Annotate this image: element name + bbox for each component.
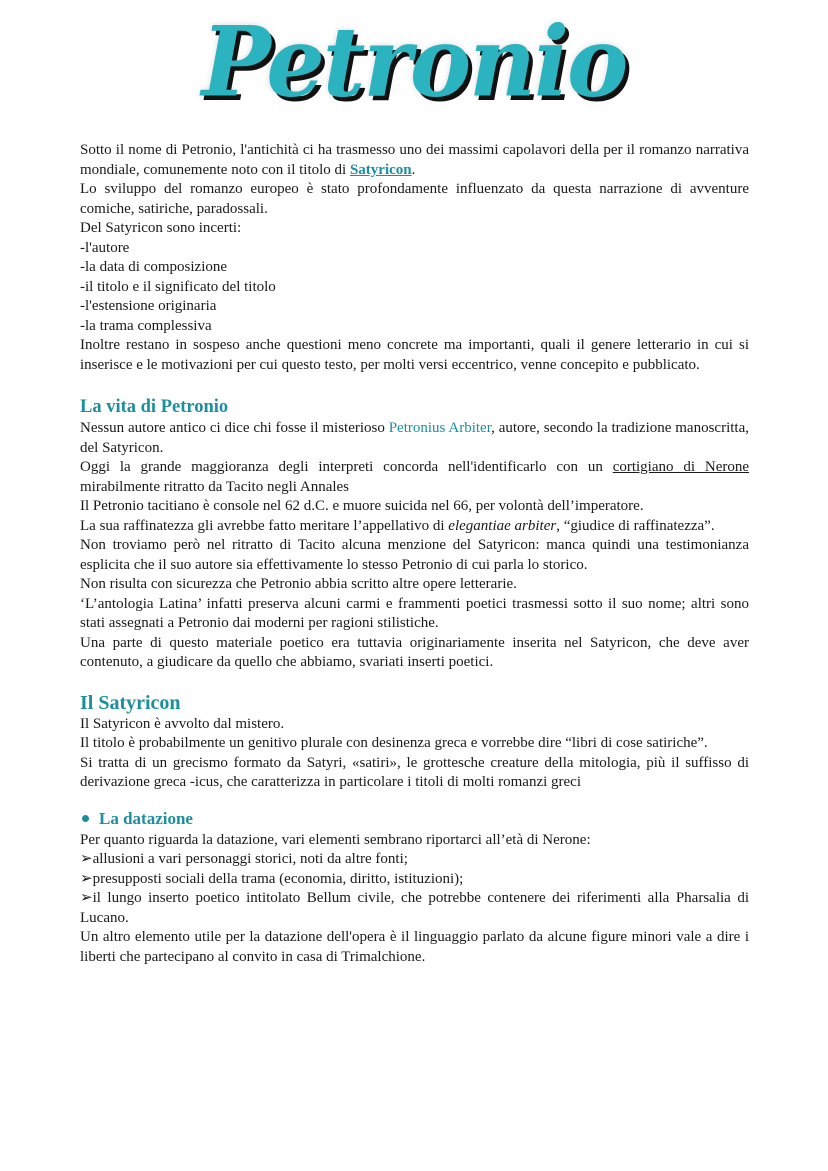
paragraph: Una parte di questo materiale poetico era tuttavia originariamente inserita nel Satyricon, che deve aver contenuto, a giudicare da quello che abbiamo, svariati inserti poetici.: [80, 634, 749, 670]
paragraph: Del Satyricon sono incerti:: [80, 220, 242, 236]
document-body: [80, 141, 749, 967]
heading-datazione: [80, 807, 749, 831]
list-item: -l'estensione originaria: [80, 298, 217, 314]
paragraph: Non troviamo però nel ritratto di Tacito alcuna menzione del Satyricon: manca quindi una testimonianza esplicita che il suo autore sia effettivamente lo stesso Petronio di cui parla lo storico.: [80, 537, 749, 573]
arrow-item: ➢allusioni a vari personaggi storici, noti da altre fonti;: [80, 851, 408, 867]
arrow-item: ➢il lungo inserto poetico intitolato Bellum civile, che potrebbe contenere dei riferimenti alla Pharsalia di Lucano.: [80, 890, 749, 926]
heading-vita: La vita di Petronio: [80, 397, 229, 417]
list-item: -il titolo e il significato del titolo: [80, 278, 276, 295]
paragraph: Non risulta con sicurezza che Petronio abbia scritto altre opere letterarie.: [80, 576, 517, 592]
intro-paragraph: [80, 141, 749, 180]
bullet-icon: [82, 815, 89, 822]
paragraph: [80, 419, 749, 458]
petronius-arbiter: Petronius Arbiter: [388, 420, 492, 436]
text: , autore, secondo la tradizione manoscritta, del Satyricon.: [80, 420, 749, 456]
text: Sotto il nome di Petronio, l'antichità ci ha trasmesso uno dei massimi capolavori della per il romanzo narrativa mondiale, comunemente noto con il titolo di: [80, 142, 749, 178]
underlined-text: cortigiano di Nerone: [612, 459, 750, 475]
paragraph: ‘L’antologia Latina’ infatti preserva alcuni carmi e frammenti poetici trasmessi sotto il suo nome; altri sono stati assegnati a Petronio dai moderni per ragioni stilistiche.: [80, 595, 749, 631]
text: mirabilmente ritratto da Tacito negli Annales: [80, 478, 350, 495]
text: .: [411, 161, 416, 178]
arrow-item: ➢presupposti sociali della trama (economia, diritto, istituzioni);: [80, 870, 464, 887]
list-item: -l'autore: [80, 239, 130, 256]
paragraph: Si tratta di un grecismo formato da Satyri, «satiri», le grottesche creature della mitologia, più il suffisso di derivazione greca -icus, che caratterizza in particolare i titoli di molti romanzi greci: [80, 754, 749, 790]
heading-satyricon: Il Satyricon: [80, 691, 181, 714]
paragraph: [80, 458, 749, 497]
text: Nessun autore antico ci dice chi fosse il misterioso: [80, 420, 389, 436]
paragraph: Il Petronio tacitiano è console nel 62 d.C. e muore suicida nel 66, per volontà dell’imperatore.: [80, 498, 644, 514]
paragraph: [80, 517, 749, 537]
paragraph: Lo sviluppo del romanzo europeo è stato profondamente influenzato da questa narrazione di avventure comiche, satiriche, paradossali.: [80, 181, 749, 217]
list-item: -la data di composizione: [80, 259, 228, 275]
italic-text: elegantiae arbiter: [448, 517, 557, 534]
text: , “giudice di raffinatezza”.: [556, 517, 715, 534]
paragraph: Inoltre restano in sospeso anche questioni meno concrete ma importanti, quali il genere letterario in cui si inserisce e le motivazioni per cui questo testo, per molti versi eccentrico, venne concepito e pubblicato.: [80, 337, 749, 373]
list-item: -la trama complessiva: [80, 317, 212, 334]
paragraph: Il titolo è probabilmente un genitivo plurale con desinenza greca e vorrebbe dire “libri di cose satiriche”.: [80, 735, 708, 751]
heading-text: La datazione: [99, 808, 193, 828]
text: La sua raffinatezza gli avrebbe fatto meritare l’appellativo di: [80, 517, 449, 534]
title-logo: Petronio: [201, 5, 627, 119]
paragraph: Un altro elemento utile per la datazione dell'opera è il linguaggio parlato da alcune figure minori vale a dire i liberti che partecipano al convito in casa di Trimalchione.: [80, 929, 749, 965]
paragraph: Il Satyricon è avvolto dal mistero.: [80, 715, 285, 732]
text: Oggi la grande maggioranza degli interpreti concorda nell'identificarlo con un: [80, 459, 613, 475]
paragraph: Per quanto riguarda la datazione, vari elementi sembrano riportarci all’età di Nerone:: [80, 831, 591, 848]
satyricon-link[interactable]: Satyricon: [349, 161, 412, 178]
